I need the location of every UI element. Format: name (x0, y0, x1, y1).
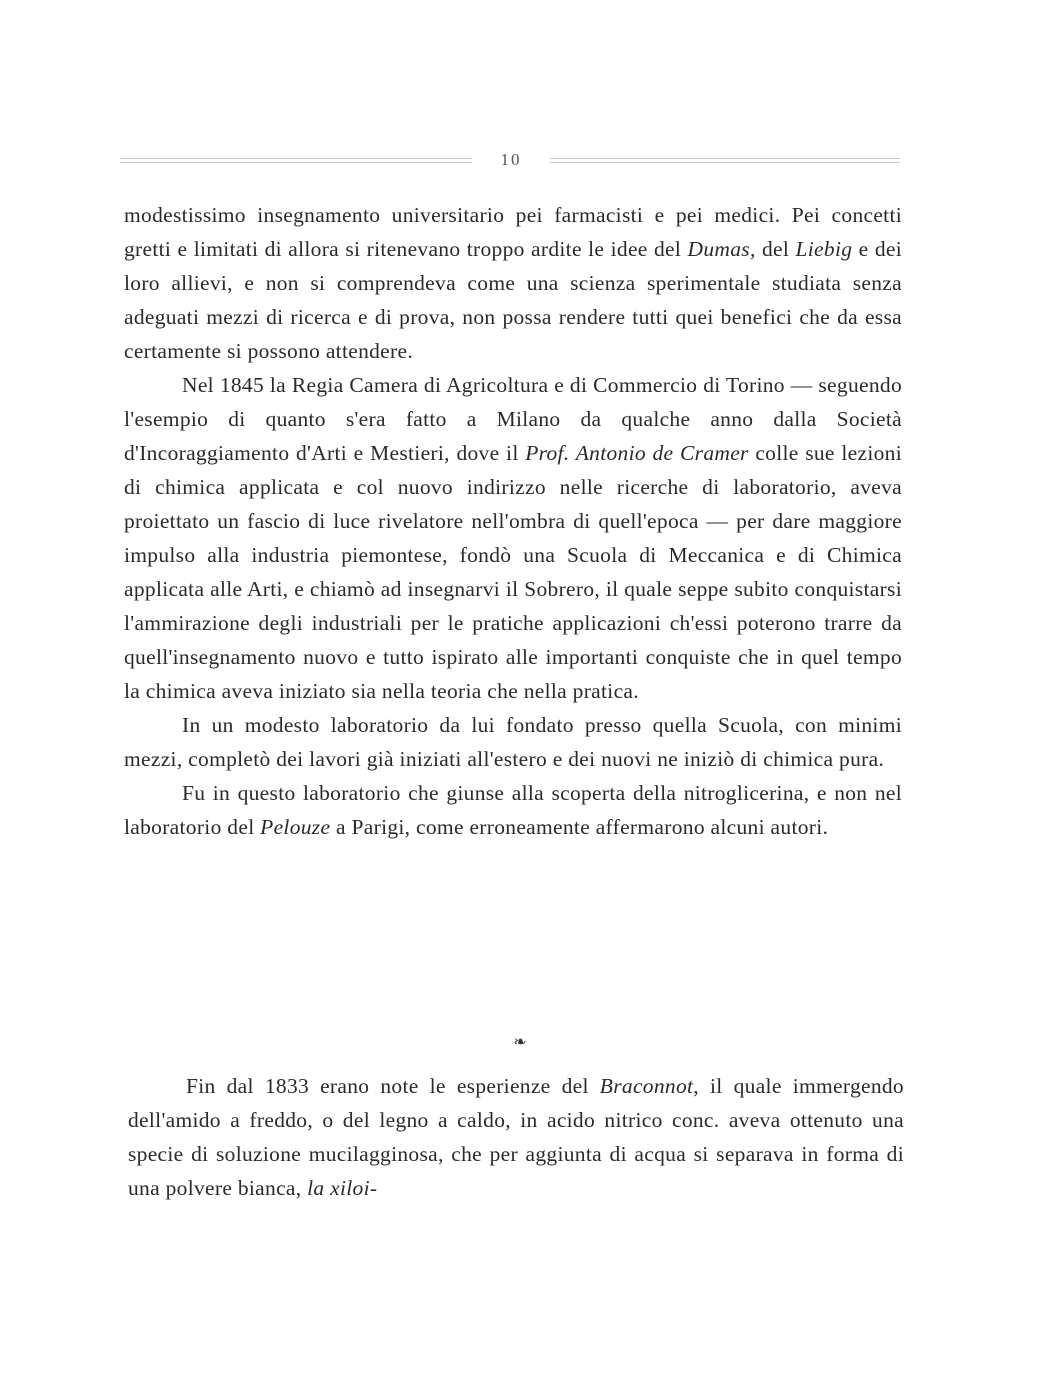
italic-name: Braconnot, (599, 1074, 699, 1098)
text-run: a Parigi, come erroneamente affermarono alcuni autori. (330, 815, 829, 839)
text-run: e dei loro allievi, e non si comprendeva come una scienza sperimentale studiata senza adeguati mezzi di ricerca e di prova, non possa rendere tutti quei benefici che da essa certamente si possono attendere. (124, 237, 903, 363)
header-rule-right (550, 158, 900, 163)
italic-name: Pelouze (260, 815, 331, 839)
text-run: In un modesto laboratorio da lui fondato presso quella Scuola, con minimi mezzi, completò dei lavori già iniziati all'estero e dei nuovi ne iniziò di chimica pura. (124, 713, 902, 771)
italic-name: Dumas, (687, 237, 756, 261)
page-header (120, 150, 900, 172)
header-rule-left (120, 158, 472, 163)
text-run: Fu in questo laboratorio che giunse alla scoperta della nitroglicerina, e non nel laboratorio del (124, 781, 902, 839)
page-number: 10 (500, 150, 522, 169)
body-text (124, 198, 902, 844)
paragraph (124, 708, 902, 776)
text-run: Nel 1845 la Regia Camera di Agricoltura e di Commercio di Torino — seguendo l'esempio di quanto s'era fatto a Milano da qualche anno dalla Società d'Incoraggiamento d'Arti e Mestieri, dove il (124, 373, 902, 465)
text-run: modestissimo insegnamento universitario pei farmacisti e pei medici. Pei concetti gretti e limitati di allora si ritenevano troppo ardite le idee del (124, 203, 902, 261)
text-run: colle sue lezioni di chimica applicata e col nuovo indirizzo nelle ricerche di laboratorio, aveva proiettato un fascio di luce rivelatore nell'ombra di quell'epoca — per dare maggiore impulso alla industria piemontese, fondò una Scuola di Meccanica e di Chimica applicata alle Arti, e chiamò ad insegnarvi il Sobrero, il quale seppe subito conquistarsi l'ammirazione degli industriali per le pratiche applicazioni ch'essi poterono trarre da quell'insegnamento nuovo e tutto ispirato alle importanti conquiste che in quel tempo la chimica aveva iniziato sia nella teoria che nella pratica. (124, 441, 902, 703)
text-run: il quale immergendo dell'amido a freddo, o del legno a caldo, in acido nitrico conc. aveva ottenuto una specie di soluzione mucilagginosa, che per aggiunta di acqua si separava in forma di una polvere bianca, (128, 1074, 904, 1200)
body-text-continued (128, 1069, 904, 1205)
text-run: Fin dal 1833 erano note le esperienze del (186, 1074, 600, 1098)
text-run: del (755, 237, 796, 261)
italic-name: Liebig (795, 237, 853, 261)
italic-name: Prof. Antonio de Cramer (525, 441, 749, 465)
paragraph (124, 776, 902, 844)
paragraph (124, 198, 902, 368)
paragraph (124, 368, 902, 708)
fleuron-icon: ❧ (513, 1034, 527, 1051)
paragraph (128, 1069, 904, 1205)
italic-name: la xiloi- (307, 1176, 378, 1200)
